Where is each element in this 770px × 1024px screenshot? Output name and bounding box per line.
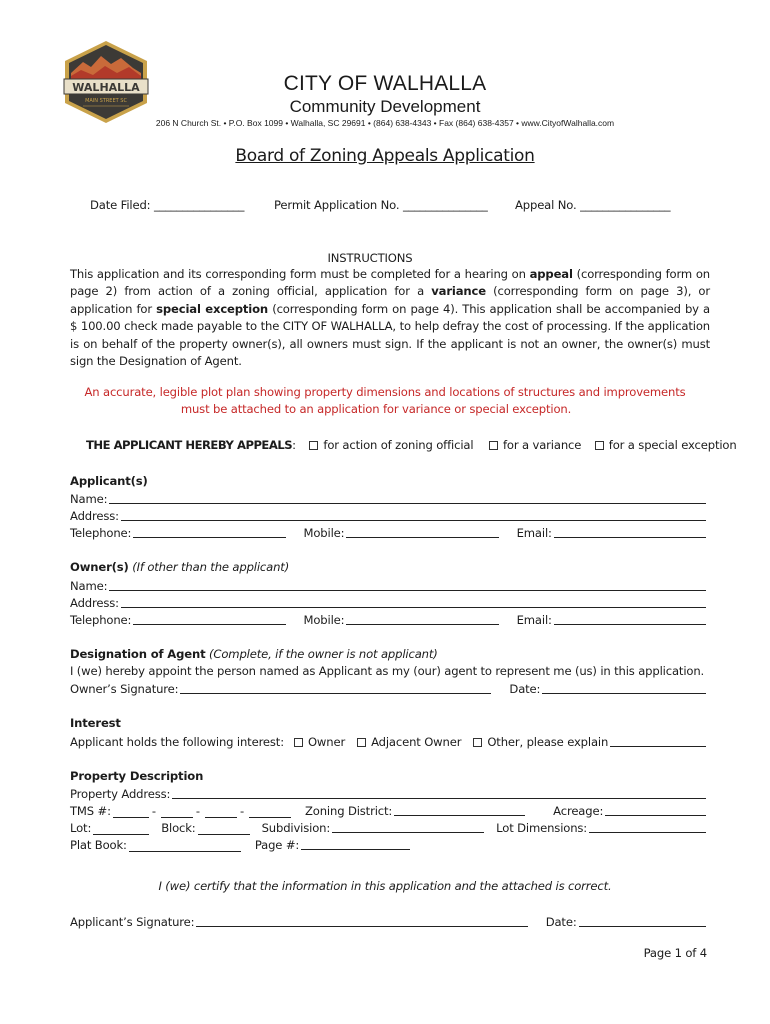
checkbox-icon [473, 738, 482, 747]
form-title: Board of Zoning Appeals Application [235, 146, 535, 166]
appeal-option-zoning-official[interactable]: for action of zoning official [305, 438, 473, 452]
lot-row: Lot: Block: Subdivision: Lot Dimensions: [70, 819, 706, 835]
tms-row: TMS #: - - - Zoning District: Acreage: [70, 802, 706, 818]
property-address-field[interactable]: Property Address: [70, 785, 706, 801]
applicant-contact-row: Telephone: Mobile: Email: [70, 524, 706, 540]
interest-row: Applicant holds the following interest: Owner Adjacent Owner Other, please explain [70, 733, 706, 749]
owner-signature-field[interactable] [180, 682, 491, 694]
department-name: Community Development [289, 97, 481, 116]
applicant-address-field[interactable]: Address: [70, 507, 706, 523]
page-number: Page 1 of 4 [643, 946, 707, 960]
logo-subtext: MAIN STREET SC [85, 98, 127, 104]
applicant-name-field[interactable]: Name: [70, 490, 706, 506]
date-filed-field[interactable]: Date Filed: ________________ [90, 198, 245, 212]
appeal-option-variance[interactable]: for a variance [485, 438, 581, 452]
property-heading: Property Description [70, 769, 204, 783]
checkbox-icon [595, 441, 604, 450]
acreage-field[interactable] [605, 804, 706, 816]
agent-appointment-text: I (we) hereby appoint the person named as Applicant as my (our) agent to represent me (us) in this application. [70, 664, 705, 678]
logo-wordmark: WALHALLA [72, 81, 140, 94]
applicant-heading: Applicant(s) [70, 474, 148, 488]
appeal-number-field[interactable]: Appeal No. ________________ [515, 198, 671, 212]
owner-signature-row: Owner’s Signature: Date: [70, 680, 706, 696]
plot-plan-notice-line2: must be attached to an application for variance or special exception. [180, 402, 572, 416]
tms-part1-field[interactable] [113, 806, 149, 818]
checkbox-icon [357, 738, 366, 747]
interest-option-other[interactable]: Other, please explain [469, 735, 608, 749]
applicant-telephone-field[interactable] [133, 526, 285, 538]
agent-heading: Designation of Agent (Complete, if the owner is not applicant) [70, 647, 438, 661]
lot-field[interactable] [93, 823, 149, 835]
appeal-keyword: appeal [529, 267, 573, 281]
special-exception-keyword: special exception [156, 301, 269, 316]
owner-email-field[interactable] [554, 613, 706, 625]
plat-row: Plat Book: Page #: [70, 836, 410, 852]
applicant-email-field[interactable] [554, 526, 706, 538]
plot-plan-notice-line1: An accurate, legible plot plan showing property dimensions and locations of structures and improvements [84, 385, 686, 399]
owner-signature-date-field[interactable] [542, 682, 706, 694]
city-name: CITY OF WALHALLA [283, 72, 487, 95]
applicant-signature-date-field[interactable] [579, 915, 706, 927]
interest-option-adjacent-owner[interactable]: Adjacent Owner [353, 735, 461, 749]
tms-part3-field[interactable] [205, 806, 237, 818]
owner-contact-row: Telephone: Mobile: Email: [70, 611, 706, 627]
owner-address-field[interactable]: Address: [70, 594, 706, 610]
owner-name-field[interactable]: Name: [70, 577, 706, 593]
applicant-signature-field[interactable] [196, 915, 527, 927]
page-number-field[interactable] [301, 838, 410, 850]
certification-statement: I (we) certify that the information in this application and the attached is correct. [158, 879, 612, 893]
interest-option-owner[interactable]: Owner [290, 735, 345, 749]
block-field[interactable] [198, 823, 250, 835]
applicant-mobile-field[interactable] [346, 526, 498, 538]
plat-book-field[interactable] [129, 840, 241, 852]
applicant-signature-row: Applicant’s Signature: Date: [70, 913, 706, 929]
owner-telephone-field[interactable] [133, 613, 285, 625]
interest-explain-field[interactable] [610, 735, 706, 747]
zoning-district-field[interactable] [394, 804, 525, 816]
subdivision-field[interactable] [332, 821, 484, 833]
variance-keyword: variance [431, 284, 486, 299]
permit-number-field[interactable]: Permit Application No. _______________ [274, 198, 488, 212]
checkbox-icon [309, 441, 318, 450]
instructions-heading: INSTRUCTIONS [327, 251, 413, 265]
lot-dimensions-field[interactable] [589, 821, 706, 833]
appeals-row: THE APPLICANT HEREBY APPEALS: for action of zoning official for a variance for a special exception [86, 438, 737, 452]
tms-part4-field[interactable] [249, 806, 291, 818]
contact-address: 206 N Church St. • P.O. Box 1099 • Walhalla, SC 29691 • (864) 638-4343 • Fax (864) 638-4357 • www.CityofWalhalla.com [155, 118, 615, 128]
owner-heading: Owner(s) (If other than the applicant) [70, 560, 290, 574]
appeal-option-special-exception[interactable]: for a special exception [591, 438, 737, 452]
interest-heading: Interest [70, 716, 121, 730]
checkbox-icon [489, 441, 498, 450]
instructions-paragraph: This application and its corresponding form must be completed for a hearing on appeal (corresponding form on page 2) from action of a zoning official, application for a variance (corresponding form on page 3), or application for special exception (corresponding form on page 4). This application shall be accompanied by a $ 100.00 check made payable to the CITY OF WALHALLA, to help defray the cost of processing. If the application is on behalf of the property owner(s), all owners must sign. If the applicant is not an owner, the owner(s) must sign the Designation of Agent. [70, 267, 710, 369]
checkbox-icon [294, 738, 303, 747]
tms-part2-field[interactable] [161, 806, 193, 818]
owner-mobile-field[interactable] [346, 613, 498, 625]
appeals-label: THE APPLICANT HEREBY APPEALS [86, 438, 293, 452]
